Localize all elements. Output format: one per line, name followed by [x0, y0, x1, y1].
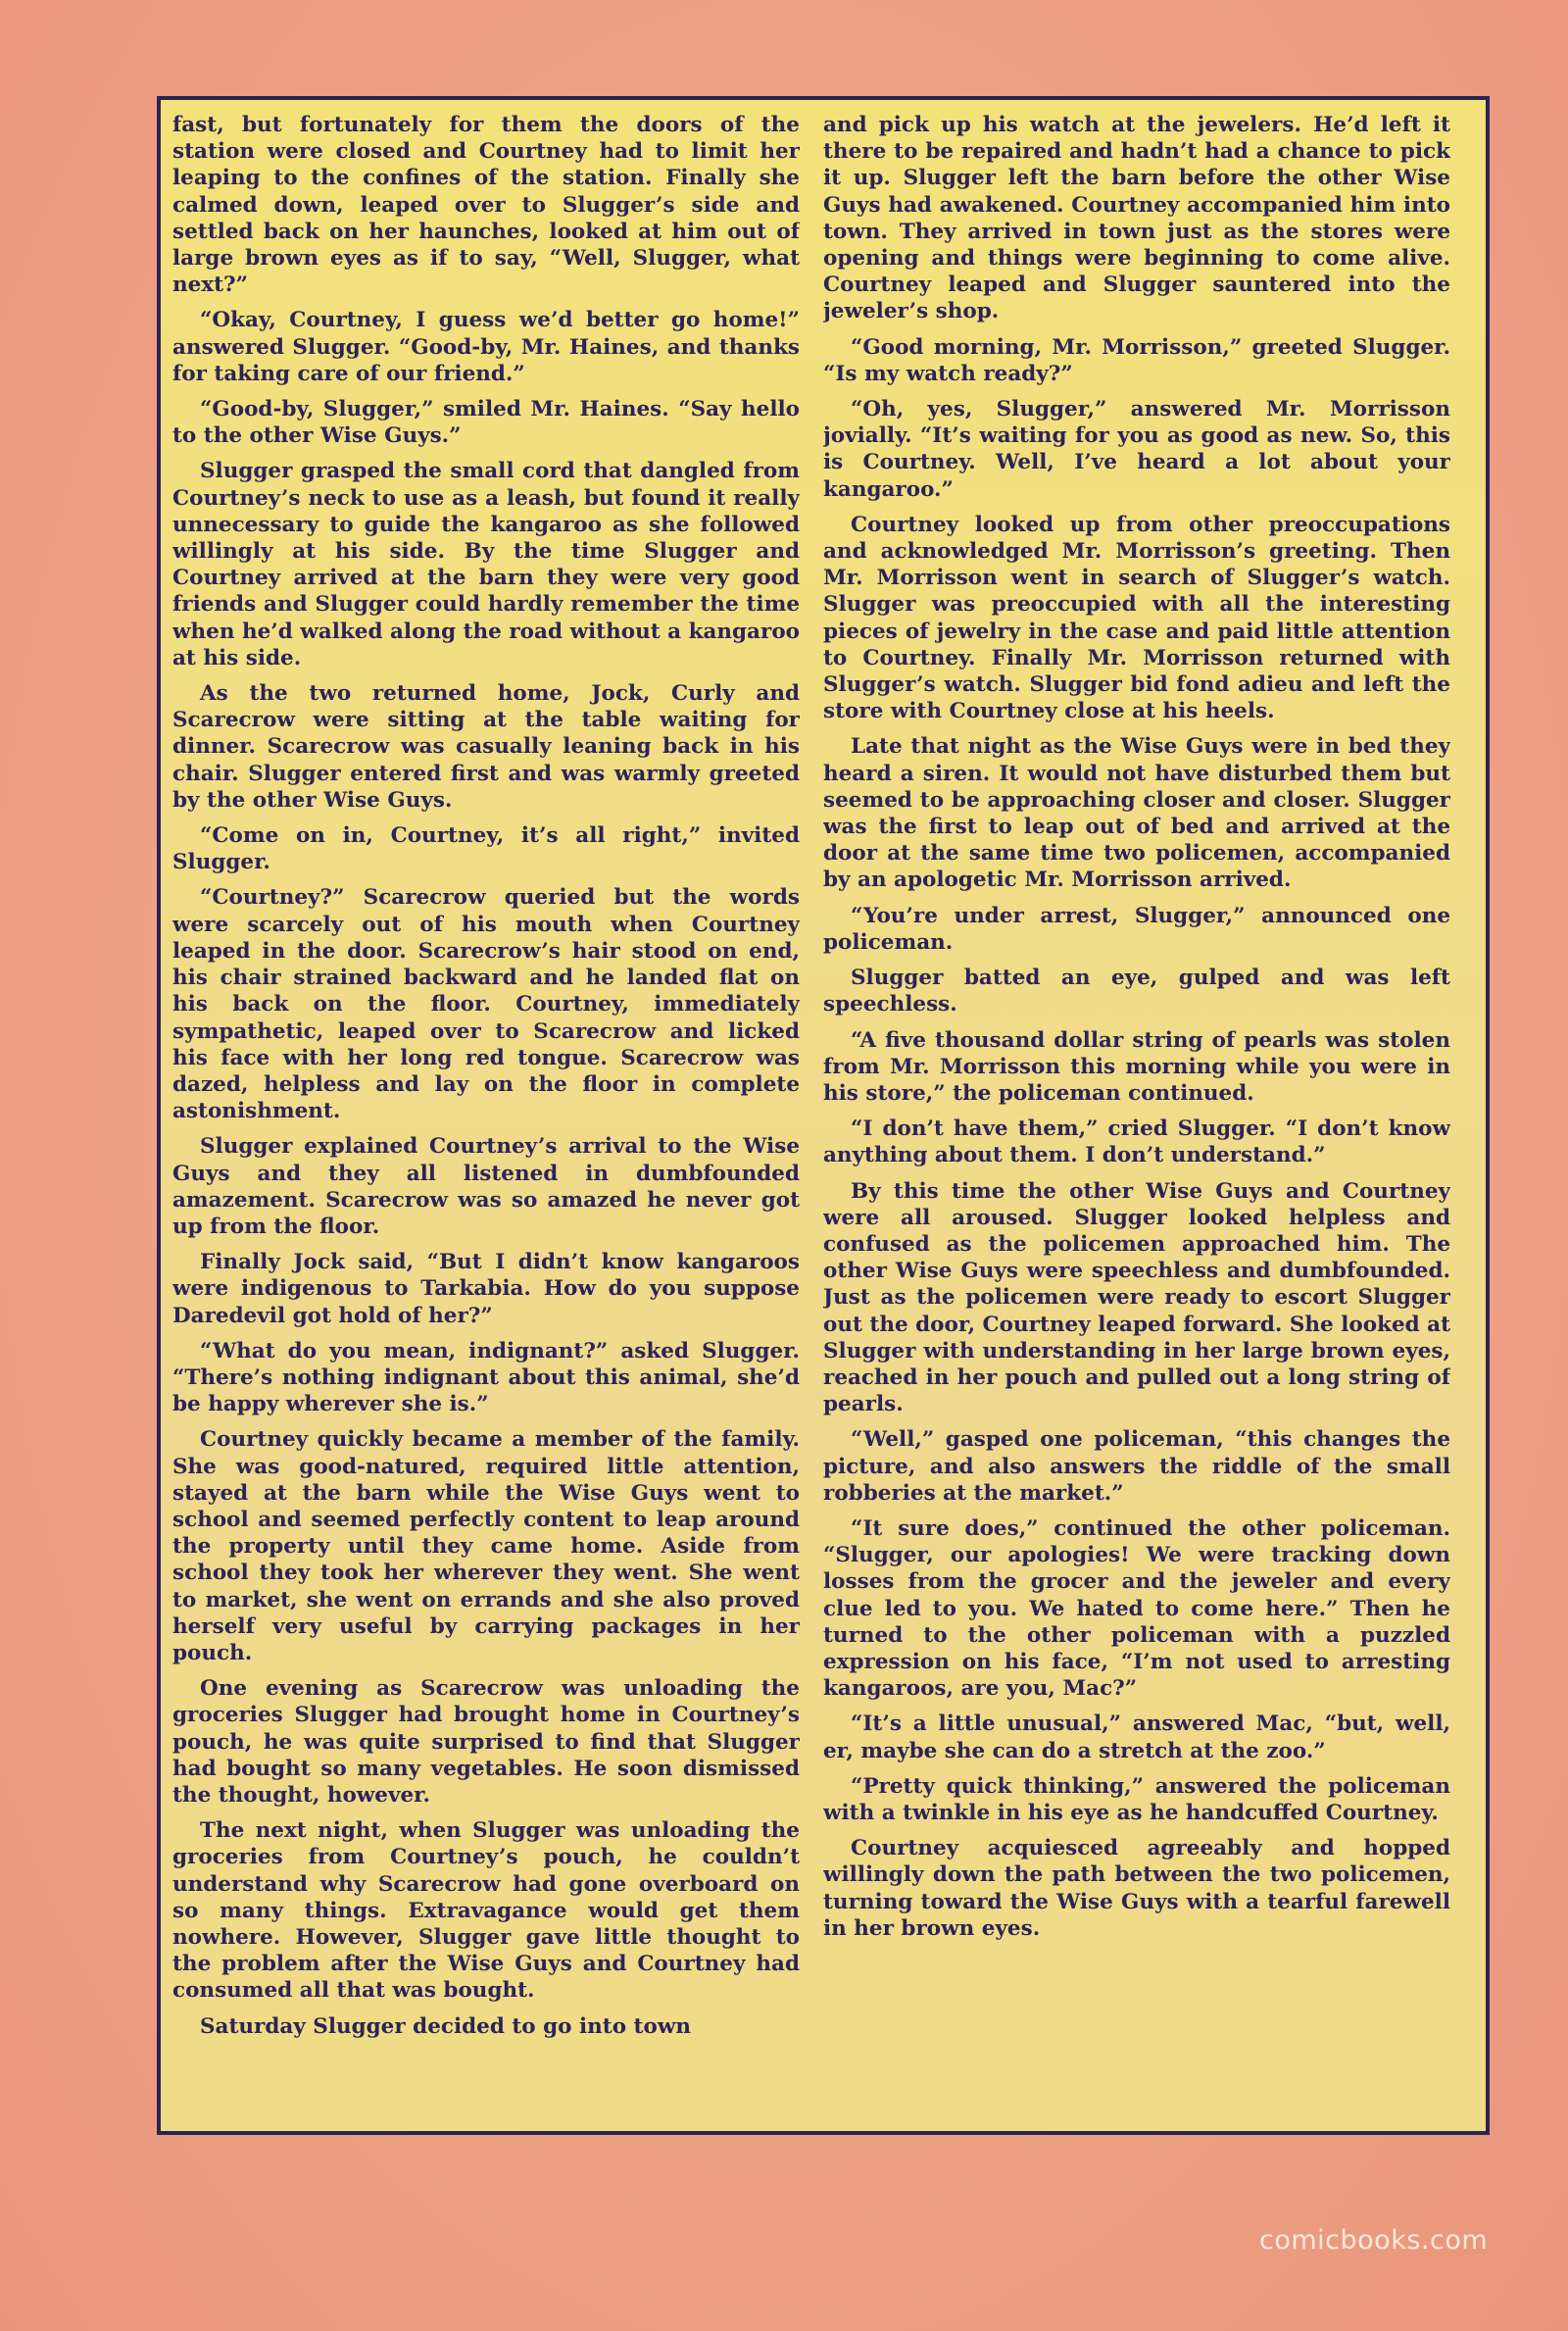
paragraph: “You’re under arrest, Slugger,” announced one policeman. — [823, 903, 1450, 955]
paragraph: “Oh, yes, Slugger,” answered Mr. Morrisson jovially. “It’s waiting for you as good as new. So, this is Courtney. Well, I’ve heard a lot about your kangaroo.” — [823, 397, 1450, 502]
paragraph: “Courtney?” Scarecrow queried but the words were scarcely out of his mouth when Courtney leaped in the door. Scarecrow’s hair stood on end, his chair strained backward and he landed flat on his back on the floor. Courtney, immediately sympathetic, leaped over to Scarecrow and licked his face with her long red tongue. Scarecrow was dazed, helpless and lay on the floor in complete astonishment. — [172, 885, 800, 1124]
paragraph: fast, but fortunately for them the doors of the station were closed and Courtney had to limit her leaping to the confines of the station. Finally she calmed down, leaped over to Slugger’s side and settled back on her haunches, looked at him out of large brown eyes as if to say, “Well, Slugger, what next?” — [172, 113, 800, 298]
paragraph: Finally Jock said, “But I didn’t know kangaroos were indigenous to Tarkabia. How do you suppose Daredevil got hold of her?” — [172, 1250, 800, 1328]
paragraph: “A five thousand dollar string of pearls was stolen from Mr. Morrisson this morning while you were in his store,” the policeman continued. — [823, 1027, 1450, 1106]
paragraph: “Well,” gasped one policeman, “this changes the picture, and also answers the riddle of the small robberies at the market.” — [823, 1427, 1450, 1506]
paragraph: “I don’t have them,” cried Slugger. “I don’t know anything about them. I don’t understand.” — [823, 1116, 1450, 1168]
paragraph: Late that night as the Wise Guys were in bed they heard a siren. It would not have disturbed them but seemed to be approaching closer and closer. Slugger was the first to leap out of bed and arrived at the door at the same time two policemen, accompanied by an apologetic Mr. Morrisson arrived. — [823, 734, 1450, 893]
left-column — [172, 112, 800, 2127]
paragraph: “What do you mean, indignant?” asked Slugger. “There’s nothing indignant about this animal, she’d be happy wherever she is.” — [172, 1338, 800, 1417]
paragraph: By this time the other Wise Guys and Courtney were all aroused. Slugger looked helpless and confused as the policemen approached him. The other Wise Guys were speechless and dumbfounded. Just as the policemen were ready to escort Slugger out the door, Courtney leaped forward. She looked at Slugger with understanding in her large brown eyes, reached in her pouch and pulled out a long string of pearls. — [823, 1178, 1450, 1417]
text-panel — [157, 96, 1490, 2135]
paragraph: “It sure does,” continued the other policeman. “Slugger, our apologies! We were tracking down losses from the grocer and the jeweler and every clue led to you. We hated to come here.” Then he turned to the other policeman with a puzzled expression on his face, “I’m not used to arresting kangaroos, are you, Mac?” — [823, 1515, 1450, 1702]
paragraph: Courtney acquiesced agreeably and hopped willingly down the path between the two policemen, turning toward the Wise Guys with a tearful farewell in her brown eyes. — [823, 1836, 1450, 1941]
watermark: comicbooks.com — [1259, 2225, 1489, 2256]
paragraph: Slugger grasped the small cord that dangled from Courtney’s neck to use as a leash, but found it really unnecessary to guide the kangaroo as she followed willingly at his side. By the time Slugger and Courtney arrived at the barn they were very good friends and Slugger could hardly remember the time when he’d walked along the road without a kangaroo at his side. — [172, 459, 800, 670]
paragraph: One evening as Scarecrow was unloading the groceries Slugger had brought home in Courtney’s pouch, he was quite surprised to find that Slugger had bought so many vegetables. He soon dismissed the thought, however. — [172, 1676, 800, 1808]
paragraph: “Pretty quick thinking,” answered the policeman with a twinkle in his eye as he handcuffed Courtney. — [823, 1773, 1450, 1825]
right-column — [823, 112, 1450, 2127]
paragraph: Courtney looked up from other preoccupations and acknowledged Mr. Morrisson’s greeting. Then Mr. Morrisson went in search of Slugger’s watch. Slugger was preoccupied with all the interesting pieces of jewelry in the case and paid little attention to Courtney. Finally Mr. Morrisson returned with Slugger’s watch. Slugger bid fond adieu and left the store with Courtney close at his heels. — [823, 512, 1450, 724]
paragraph: As the two returned home, Jock, Curly and Scarecrow were sitting at the table waiting for dinner. Scarecrow was casually leaning back in his chair. Slugger entered first and was warmly greeted by the other Wise Guys. — [172, 681, 800, 813]
paragraph: The next night, when Slugger was unloading the groceries from Courtney’s pouch, he couldn’t understand why Scarecrow had gone overboard on so many things. Extravagance would get them nowhere. However, Slugger gave little thought to the problem after the Wise Guys and Courtney had consumed all that was bought. — [172, 1818, 800, 2004]
paragraph: “Good morning, Mr. Morrisson,” greeted Slugger. “Is my watch ready?” — [823, 334, 1450, 386]
paragraph: “Come on in, Courtney, it’s all right,” invited Slugger. — [172, 823, 800, 875]
paragraph: “Okay, Courtney, I guess we’d better go home!” answered Slugger. “Good-by, Mr. Haines, and thanks for taking care of our friend.” — [172, 308, 800, 386]
paragraph: Slugger explained Courtney’s arrival to the Wise Guys and they all listened in dumbfounded amazement. Scarecrow was so amazed he never got up from the floor. — [172, 1134, 800, 1239]
paragraph: Saturday Slugger decided to go into town — [200, 2013, 691, 2039]
paragraph: Courtney quickly became a member of the family. She was good-natured, required little attention, stayed at the barn while the Wise Guys went to school and seemed perfectly content to leap around the property until they came home. Aside from school they took her wherever they went. She went to market, she went on errands and she also proved herself very useful by carrying packages in her pouch. — [172, 1427, 800, 1665]
paragraph: “It’s a little unusual,” answered Mac, “but, well, er, maybe she can do a stretch at the zoo.” — [823, 1711, 1450, 1763]
paragraph: Slugger batted an eye, gulped and was left speechless. — [823, 966, 1450, 1017]
paragraph: “Good-by, Slugger,” smiled Mr. Haines. “Say hello to the other Wise Guys.” — [172, 397, 800, 449]
paragraph: and pick up his watch at the jewelers. He’d left it there to be repaired and hadn’t had a chance to pick it up. Slugger left the barn before the other Wise Guys had awakened. Courtney accompanied him into town. They arrived in town just as the stores were opening and things were beginning to come alive. Courtney leaped and Slugger sauntered into the jeweler’s shop. — [823, 113, 1450, 324]
